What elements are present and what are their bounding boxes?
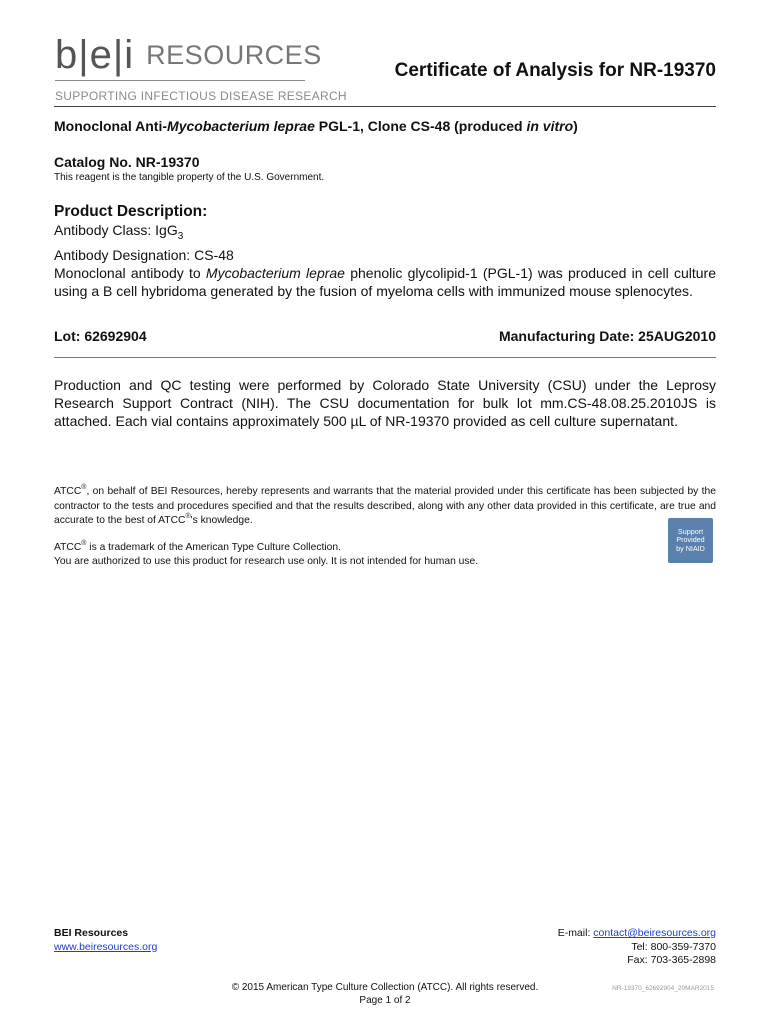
lot-row (54, 328, 716, 344)
antibody-class-label: Antibody Class: IgG (54, 222, 178, 238)
logo-tagline: SUPPORTING INFECTIOUS DISEASE RESEARCH (55, 89, 347, 103)
registered-mark: ® (185, 512, 191, 520)
trademark-atcc: ATCC (54, 542, 82, 553)
email-line (558, 927, 716, 941)
description-para-prefix: Monoclonal antibody to (54, 264, 206, 281)
product-title (54, 118, 578, 134)
footer-contact (558, 927, 716, 968)
trademark-text: is a trademark of the American Type Culture Collection. (86, 542, 341, 553)
product-title-suffix: ) (573, 118, 578, 134)
website-link[interactable]: www.beiresources.org (54, 940, 158, 953)
production-paragraph: Production and QC testing were performed by Colorado State University (CSU) under the Leprosy Research Support Contract (NIH). The CSU documentation for bulk lot mm.CS-48.08.25.2010JS is attached. Each vial contains approximately 500 µL of NR-19370 provided as cell culture supernatant. (54, 377, 716, 429)
registered-mark: ® (81, 483, 87, 491)
badge-line-1: Support (677, 526, 704, 536)
registered-mark: ® (81, 539, 87, 547)
research-use-notice: You are authorized to use this product for research use only. It is not intended for human use. (54, 556, 479, 567)
product-title-organism: Mycobacterium leprae (167, 118, 315, 134)
trademark-notice (54, 541, 614, 569)
email-link[interactable]: contact@beiresources.org (593, 927, 716, 939)
warranty-paragraph (54, 485, 716, 529)
copyright-text: © 2015 American Type Culture Collection (ATCC). All rights reserved. (231, 982, 539, 993)
logo-resources-text: RESOURCES (146, 39, 322, 70)
logo-divider (55, 80, 305, 81)
bei-resources-logo (55, 32, 347, 103)
email-label: E-mail: (557, 927, 594, 939)
niaid-support-badge (668, 518, 713, 563)
warranty-atcc: ATCC (54, 486, 82, 497)
description-para-organism: Mycobacterium leprae (205, 264, 345, 281)
footer-left (54, 927, 157, 954)
trademark-line (54, 541, 614, 555)
product-description (54, 221, 716, 300)
description-para-suffix: phenolic glycolipid-1 (PGL-1) was produced in cell culture using a B cell hybridoma generated by the fusion of myeloma cells with immunized mouse splenocytes. (54, 264, 717, 299)
product-title-mid: PGL-1, Clone CS-48 (produced (314, 118, 527, 134)
lot-divider (54, 357, 716, 358)
logo-bei-mark: b|e|i (55, 33, 135, 77)
antibody-designation: Antibody Designation: CS-48 (54, 246, 234, 263)
description-paragraph (54, 264, 716, 300)
page-number: Page 1 of 2 (359, 995, 411, 1006)
certificate-title: Certificate of Analysis for NR-19370 (394, 60, 716, 81)
product-title-in-vitro: in vitro (526, 118, 574, 134)
warranty-text-b: 's knowledge. (190, 515, 253, 526)
product-title-prefix: Monoclonal Anti- (54, 118, 168, 134)
document-code: NR-19370_62692904_20MAR2015 (612, 985, 714, 992)
warranty-text-a: , on behalf of BEI Resources, hereby represents and warrants that the material provided under this certificate has been subjected by the contractor to the tests and procedures specified and that the results described, along with any other data provided in this certificate, are true and accurate to the best of ATCC (54, 486, 716, 526)
lot-number: Lot: 62692904 (54, 328, 147, 344)
footer-org-name: BEI Resources (54, 927, 129, 939)
fax: Fax: 703-365-2898 (627, 954, 716, 966)
property-note: This reagent is the tangible property of the U.S. Government. (54, 172, 325, 183)
manufacturing-date: Manufacturing Date: 25AUG2010 (498, 328, 716, 344)
product-description-heading: Product Description: (54, 203, 208, 220)
badge-line-2: Provided (676, 535, 705, 545)
header-divider (54, 106, 716, 107)
badge-line-3: by NIAID (676, 543, 705, 553)
telephone: Tel: 800-359-7370 (631, 940, 716, 953)
catalog-number: Catalog No. NR-19370 (54, 154, 200, 170)
antibody-class-subscript: 3 (177, 230, 184, 242)
antibody-class (54, 221, 716, 246)
